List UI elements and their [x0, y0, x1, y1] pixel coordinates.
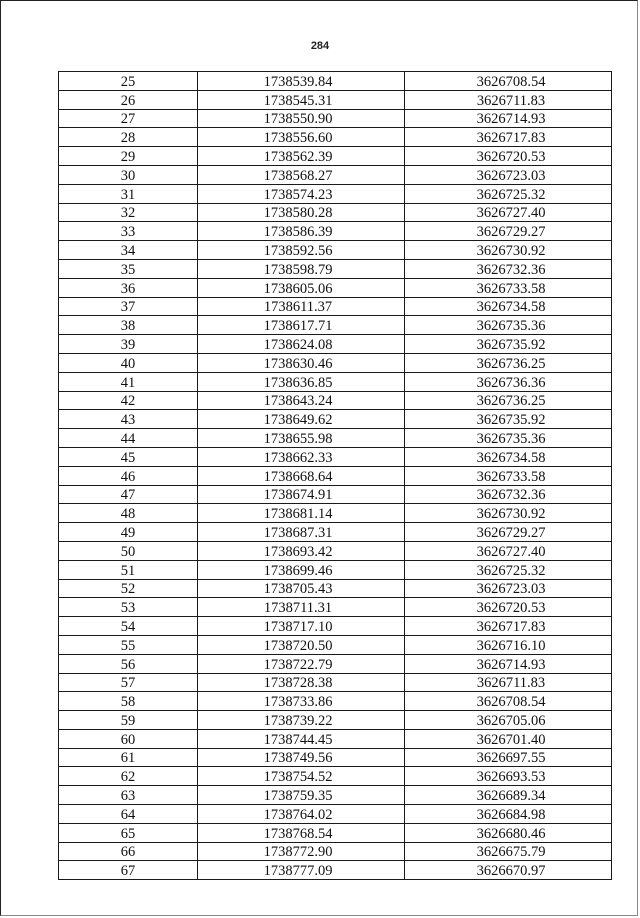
x-coordinate-cell: 1738722.79 — [198, 654, 405, 673]
x-coordinate-cell: 1738744.45 — [198, 729, 405, 748]
table-row — [59, 222, 612, 241]
x-coordinate-cell: 1738550.90 — [198, 109, 405, 128]
x-coordinate-cell: 1738611.37 — [198, 297, 405, 316]
y-coordinate-cell: 3626720.53 — [405, 147, 612, 166]
y-coordinate-cell: 3626714.93 — [405, 654, 612, 673]
point-number-cell: 31 — [59, 184, 198, 203]
point-number-cell: 49 — [59, 523, 198, 542]
y-coordinate-cell: 3626670.97 — [405, 861, 612, 880]
x-coordinate-cell: 1738759.35 — [198, 786, 405, 805]
table-row — [59, 372, 612, 391]
y-coordinate-cell: 3626732.36 — [405, 259, 612, 278]
x-coordinate-cell: 1738699.46 — [198, 560, 405, 579]
x-coordinate-cell: 1738687.31 — [198, 523, 405, 542]
point-number-cell: 34 — [59, 241, 198, 260]
point-number-cell: 52 — [59, 579, 198, 598]
y-coordinate-cell: 3626734.58 — [405, 297, 612, 316]
table-row — [59, 466, 612, 485]
table-row — [59, 786, 612, 805]
point-number-cell: 65 — [59, 823, 198, 842]
table-row — [59, 673, 612, 692]
x-coordinate-cell: 1738681.14 — [198, 504, 405, 523]
point-number-cell: 26 — [59, 90, 198, 109]
table-row — [59, 259, 612, 278]
coordinates-table-body — [59, 72, 612, 880]
x-coordinate-cell: 1738720.50 — [198, 635, 405, 654]
point-number-cell: 56 — [59, 654, 198, 673]
x-coordinate-cell: 1738574.23 — [198, 184, 405, 203]
table-row — [59, 241, 612, 260]
x-coordinate-cell: 1738630.46 — [198, 353, 405, 372]
x-coordinate-cell: 1738568.27 — [198, 165, 405, 184]
x-coordinate-cell: 1738655.98 — [198, 429, 405, 448]
y-coordinate-cell: 3626727.40 — [405, 203, 612, 222]
y-coordinate-cell: 3626720.53 — [405, 598, 612, 617]
point-number-cell: 38 — [59, 316, 198, 335]
y-coordinate-cell: 3626711.83 — [405, 673, 612, 692]
table-row — [59, 391, 612, 410]
y-coordinate-cell: 3626735.36 — [405, 429, 612, 448]
table-row — [59, 805, 612, 824]
y-coordinate-cell: 3626735.92 — [405, 410, 612, 429]
x-coordinate-cell: 1738768.54 — [198, 823, 405, 842]
table-row — [59, 598, 612, 617]
y-coordinate-cell: 3626733.58 — [405, 278, 612, 297]
point-number-cell: 44 — [59, 429, 198, 448]
y-coordinate-cell: 3626693.53 — [405, 767, 612, 786]
table-row — [59, 748, 612, 767]
x-coordinate-cell: 1738764.02 — [198, 805, 405, 824]
y-coordinate-cell: 3626723.03 — [405, 579, 612, 598]
point-number-cell: 63 — [59, 786, 198, 805]
point-number-cell: 64 — [59, 805, 198, 824]
point-number-cell: 51 — [59, 560, 198, 579]
y-coordinate-cell: 3626723.03 — [405, 165, 612, 184]
y-coordinate-cell: 3626697.55 — [405, 748, 612, 767]
table-row — [59, 617, 612, 636]
point-number-cell: 50 — [59, 541, 198, 560]
table-row — [59, 353, 612, 372]
table-row — [59, 729, 612, 748]
x-coordinate-cell: 1738643.24 — [198, 391, 405, 410]
x-coordinate-cell: 1738705.43 — [198, 579, 405, 598]
point-number-cell: 36 — [59, 278, 198, 297]
point-number-cell: 46 — [59, 466, 198, 485]
table-row — [59, 203, 612, 222]
x-coordinate-cell: 1738739.22 — [198, 711, 405, 730]
x-coordinate-cell: 1738711.31 — [198, 598, 405, 617]
point-number-cell: 28 — [59, 128, 198, 147]
table-row — [59, 654, 612, 673]
point-number-cell: 47 — [59, 485, 198, 504]
y-coordinate-cell: 3626727.40 — [405, 541, 612, 560]
x-coordinate-cell: 1738772.90 — [198, 842, 405, 861]
x-coordinate-cell: 1738693.42 — [198, 541, 405, 560]
table-row — [59, 504, 612, 523]
point-number-cell: 29 — [59, 147, 198, 166]
point-number-cell: 45 — [59, 447, 198, 466]
x-coordinate-cell: 1738617.71 — [198, 316, 405, 335]
y-coordinate-cell: 3626735.36 — [405, 316, 612, 335]
y-coordinate-cell: 3626705.06 — [405, 711, 612, 730]
point-number-cell: 62 — [59, 767, 198, 786]
point-number-cell: 35 — [59, 259, 198, 278]
y-coordinate-cell: 3626732.36 — [405, 485, 612, 504]
y-coordinate-cell: 3626714.93 — [405, 109, 612, 128]
table-row — [59, 823, 612, 842]
point-number-cell: 30 — [59, 165, 198, 184]
table-row — [59, 90, 612, 109]
table-row — [59, 165, 612, 184]
y-coordinate-cell: 3626736.25 — [405, 353, 612, 372]
page-number: 284 — [310, 40, 330, 52]
point-number-cell: 59 — [59, 711, 198, 730]
table-row — [59, 184, 612, 203]
y-coordinate-cell: 3626729.27 — [405, 523, 612, 542]
y-coordinate-cell: 3626708.54 — [405, 72, 612, 91]
y-coordinate-cell: 3626680.46 — [405, 823, 612, 842]
x-coordinate-cell: 1738562.39 — [198, 147, 405, 166]
x-coordinate-cell: 1738605.06 — [198, 278, 405, 297]
point-number-cell: 66 — [59, 842, 198, 861]
y-coordinate-cell: 3626675.79 — [405, 842, 612, 861]
point-number-cell: 53 — [59, 598, 198, 617]
y-coordinate-cell: 3626725.32 — [405, 560, 612, 579]
table-row — [59, 635, 612, 654]
x-coordinate-cell: 1738777.09 — [198, 861, 405, 880]
point-number-cell: 60 — [59, 729, 198, 748]
x-coordinate-cell: 1738668.64 — [198, 466, 405, 485]
x-coordinate-cell: 1738545.31 — [198, 90, 405, 109]
y-coordinate-cell: 3626735.92 — [405, 335, 612, 354]
point-number-cell: 57 — [59, 673, 198, 692]
point-number-cell: 61 — [59, 748, 198, 767]
table-row — [59, 579, 612, 598]
table-row — [59, 335, 612, 354]
x-coordinate-cell: 1738649.62 — [198, 410, 405, 429]
y-coordinate-cell: 3626734.58 — [405, 447, 612, 466]
y-coordinate-cell: 3626717.83 — [405, 128, 612, 147]
x-coordinate-cell: 1738749.56 — [198, 748, 405, 767]
x-coordinate-cell: 1738636.85 — [198, 372, 405, 391]
table-row — [59, 692, 612, 711]
x-coordinate-cell: 1738733.86 — [198, 692, 405, 711]
table-row — [59, 767, 612, 786]
point-number-cell: 54 — [59, 617, 198, 636]
point-number-cell: 32 — [59, 203, 198, 222]
y-coordinate-cell: 3626689.34 — [405, 786, 612, 805]
y-coordinate-cell: 3626733.58 — [405, 466, 612, 485]
point-number-cell: 27 — [59, 109, 198, 128]
point-number-cell: 55 — [59, 635, 198, 654]
x-coordinate-cell: 1738717.10 — [198, 617, 405, 636]
table-row — [59, 147, 612, 166]
table-row — [59, 447, 612, 466]
table-row — [59, 541, 612, 560]
point-number-cell: 33 — [59, 222, 198, 241]
y-coordinate-cell: 3626716.10 — [405, 635, 612, 654]
point-number-cell: 43 — [59, 410, 198, 429]
x-coordinate-cell: 1738662.33 — [198, 447, 405, 466]
x-coordinate-cell: 1738674.91 — [198, 485, 405, 504]
y-coordinate-cell: 3626711.83 — [405, 90, 612, 109]
point-number-cell: 58 — [59, 692, 198, 711]
x-coordinate-cell: 1738580.28 — [198, 203, 405, 222]
point-number-cell: 48 — [59, 504, 198, 523]
x-coordinate-cell: 1738539.84 — [198, 72, 405, 91]
table-row — [59, 109, 612, 128]
table-row — [59, 316, 612, 335]
table-row — [59, 523, 612, 542]
table-row — [59, 560, 612, 579]
y-coordinate-cell: 3626701.40 — [405, 729, 612, 748]
y-coordinate-cell: 3626708.54 — [405, 692, 612, 711]
table-row — [59, 842, 612, 861]
table-row — [59, 410, 612, 429]
y-coordinate-cell: 3626730.92 — [405, 241, 612, 260]
y-coordinate-cell: 3626725.32 — [405, 184, 612, 203]
point-number-cell: 40 — [59, 353, 198, 372]
table-row — [59, 861, 612, 880]
y-coordinate-cell: 3626736.25 — [405, 391, 612, 410]
x-coordinate-cell: 1738592.56 — [198, 241, 405, 260]
table-row — [59, 485, 612, 504]
point-number-cell: 25 — [59, 72, 198, 91]
x-coordinate-cell: 1738598.79 — [198, 259, 405, 278]
y-coordinate-cell: 3626730.92 — [405, 504, 612, 523]
x-coordinate-cell: 1738728.38 — [198, 673, 405, 692]
y-coordinate-cell: 3626736.36 — [405, 372, 612, 391]
x-coordinate-cell: 1738556.60 — [198, 128, 405, 147]
table-row — [59, 278, 612, 297]
x-coordinate-cell: 1738624.08 — [198, 335, 405, 354]
y-coordinate-cell: 3626717.83 — [405, 617, 612, 636]
y-coordinate-cell: 3626729.27 — [405, 222, 612, 241]
table-row — [59, 711, 612, 730]
y-coordinate-cell: 3626684.98 — [405, 805, 612, 824]
table-row — [59, 297, 612, 316]
point-number-cell: 37 — [59, 297, 198, 316]
point-number-cell: 41 — [59, 372, 198, 391]
point-number-cell: 67 — [59, 861, 198, 880]
x-coordinate-cell: 1738754.52 — [198, 767, 405, 786]
table-row — [59, 429, 612, 448]
table-row — [59, 128, 612, 147]
table-row — [59, 72, 612, 91]
x-coordinate-cell: 1738586.39 — [198, 222, 405, 241]
coordinates-table — [58, 71, 612, 880]
point-number-cell: 39 — [59, 335, 198, 354]
point-number-cell: 42 — [59, 391, 198, 410]
